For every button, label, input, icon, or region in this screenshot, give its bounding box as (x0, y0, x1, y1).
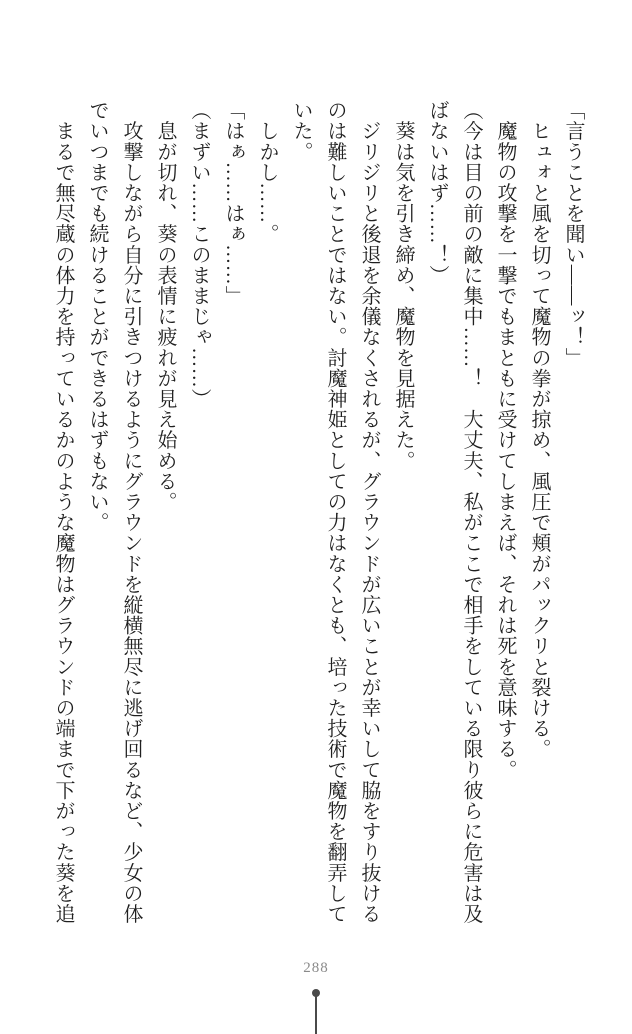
text-line: 「言うことを聞い――ッ！」 (562, 100, 584, 368)
text-line: ヒュォと風を切って魔物の拳が掠め、風圧で頬がパックリと裂ける。 (528, 100, 550, 760)
text-line: まるで無尽蔵の体力を持っているかのような魔物はグラウンドの端まで下がった葵を追 (52, 100, 74, 924)
text-line: のは難しいことではない。討魔神姫としての力はなくとも、培った技術で魔物を翻弄して (324, 100, 346, 924)
page-marker-line (315, 996, 317, 1034)
text-line: でいつまでも続けることができるはずもない。 (86, 100, 108, 533)
text-line: ジリジリと後退を余儀なくされるが、グラウンドが広いことが幸いして脇をすり抜ける (358, 100, 380, 924)
text-line: （今は目の前の敵に集中……！ 大丈夫、私がここで相手をしている限り彼らに危害は及 (460, 100, 482, 924)
text-line: いた。 (290, 100, 312, 162)
text-line: 魔物の攻撃を一撃でもまともに受けてしまえば、それは死を意味する。 (494, 100, 516, 780)
text-line: ばないはず……！） (426, 100, 448, 286)
text-line: 葵は気を引き締め、魔物を見据えた。 (392, 100, 414, 471)
text-line: 攻撃しながら自分に引きつけるようにグラウンドを縦横無尽に逃げ回るなど、少女の体 (120, 100, 142, 924)
page-text (46, 100, 590, 932)
text-line: （まずい……このままじゃ……） (188, 100, 210, 409)
text-line: 息が切れ、葵の表情に疲れが見え始める。 (154, 100, 176, 512)
text-line: しかし……。 (256, 100, 278, 245)
page-number: 288 (303, 960, 329, 976)
text-line: 「はぁ……はぁ……」 (222, 100, 244, 306)
page-footer (0, 960, 632, 1034)
